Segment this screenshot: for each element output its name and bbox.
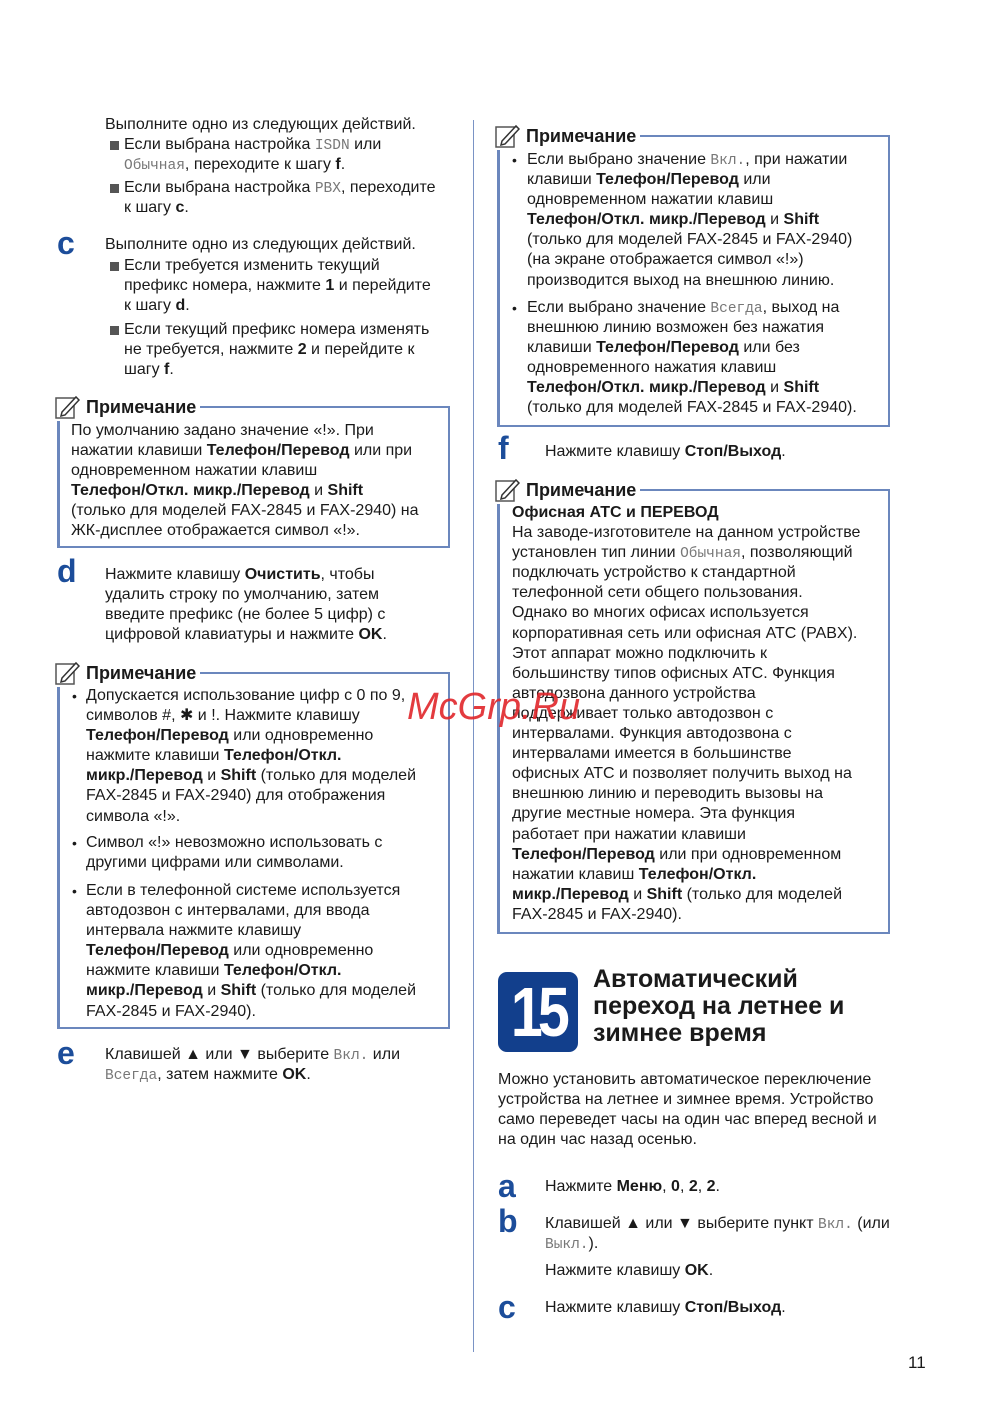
text: Выполните одно из следующих действий. [105, 236, 416, 253]
bold-text: Телефон/Перевод [596, 339, 739, 357]
text-line [86, 941, 416, 961]
step-b-text [545, 1214, 890, 1254]
text-line [71, 461, 419, 481]
bullet-square [110, 326, 119, 335]
text: Символ «!» невозможно использовать с [86, 834, 383, 851]
note-title: Примечание [86, 396, 197, 417]
step-c-text [105, 235, 416, 255]
text-line [124, 198, 436, 218]
text: одновременном нажатии клавиш [71, 462, 318, 480]
text: на один час назад осенью. [498, 1131, 697, 1149]
text-line [124, 340, 429, 360]
text: Если выбрано значение [527, 299, 711, 316]
note-2-bullet-2 [86, 833, 382, 873]
lcd-text: Всегда [710, 301, 763, 317]
text: клавиши [527, 339, 597, 357]
note-header [494, 122, 640, 150]
text: префикс номера, нажмите [124, 277, 326, 295]
text: Этот аппарат можно подключить к [512, 644, 768, 662]
bold-text: Телефон/Откл. [638, 865, 757, 883]
text: ЖК-дисплее отображается символ «!». [71, 522, 360, 540]
lcd-text: Вкл. [333, 1048, 369, 1064]
text: одновременного нажатия клавиш [527, 359, 777, 377]
text-line [512, 624, 860, 644]
text: к шагу [124, 297, 176, 315]
text: работает при нажатии клавиши [512, 825, 746, 843]
text: , [697, 1178, 707, 1195]
text-line [512, 825, 860, 845]
text: Нажмите клавишу [545, 1299, 685, 1316]
text-line [71, 521, 419, 541]
text: интервалами. Функция автодозвона с [512, 725, 792, 743]
text: Если требуется изменить текущий [124, 257, 380, 274]
text: установлен тип линии [512, 544, 681, 562]
text-line [71, 441, 419, 461]
note-3-bullet-1 [527, 150, 852, 291]
step-letter-f: f [498, 430, 509, 466]
text-line [512, 523, 860, 543]
bold-text: Shift [327, 482, 364, 500]
text-line [86, 833, 382, 853]
watermark: McGrp.Ru [407, 686, 581, 728]
text: , чтобы [320, 566, 375, 583]
text-line [86, 686, 416, 706]
note-header [54, 393, 200, 421]
text: и [765, 379, 784, 397]
text: или одновременно [228, 942, 374, 960]
text: (на экране отображается символ «!») [527, 251, 804, 269]
text-line [105, 625, 387, 645]
section-title-line: Автоматический [593, 965, 798, 993]
step-letter-a: a [498, 1168, 516, 1204]
lcd-text: Вкл. [818, 1217, 853, 1233]
text: или при [349, 442, 413, 460]
text: Клавишей ▲ или ▼ выберите [105, 1046, 334, 1063]
text-line [124, 155, 381, 175]
step-c-bullet-1 [124, 256, 431, 316]
text-line [86, 881, 416, 901]
lcd-text: ISDN [314, 138, 350, 154]
text-line [512, 905, 860, 925]
text-line [512, 583, 860, 603]
text-line [71, 481, 419, 501]
bold-text: 2 [706, 1178, 716, 1195]
bold-text: 1 [325, 277, 335, 295]
text-line [124, 296, 431, 316]
text: . [781, 443, 786, 460]
note-title: Примечание [526, 125, 637, 146]
text-line [512, 845, 860, 865]
bold-text: Телефон/Откл. [223, 747, 342, 765]
text-line [86, 807, 416, 827]
text: или одновременно [228, 727, 374, 745]
text: символа «!». [86, 807, 181, 825]
bold-text: Офисная АТС и ПЕРЕВОД [512, 504, 719, 521]
note-1-text [71, 421, 419, 542]
lcd-text: Обычная [680, 546, 741, 563]
bold-text: d [175, 297, 186, 315]
text-line [124, 178, 436, 198]
text-line [86, 901, 416, 921]
text-line [105, 605, 387, 625]
bold-text: Очистить [244, 566, 321, 583]
text: Если выбрано значение [527, 151, 711, 168]
note-3-bullet-2 [527, 298, 857, 419]
text-line [512, 885, 860, 905]
text-line [527, 298, 857, 318]
text-line [124, 320, 429, 340]
text-line [86, 981, 416, 1001]
note-2-bullet-3 [86, 881, 416, 1022]
text: (только для моделей [682, 885, 843, 903]
text-line [105, 1045, 400, 1065]
bold-text: Телефон/Перевод [512, 845, 655, 863]
text-line [527, 318, 857, 338]
note-pencil-icon [494, 123, 520, 149]
step-letter-c: c [57, 225, 75, 261]
text: . [382, 626, 387, 644]
bold-text: f [164, 361, 170, 379]
text: Нажмите клавишу [545, 443, 685, 460]
bold-text: Shift [783, 211, 820, 229]
step-c2-text [545, 1298, 786, 1318]
text: Выполните одно из следующих действий. [105, 116, 416, 133]
text-line [86, 726, 416, 746]
text-line [545, 1214, 890, 1234]
bullet-dot: • [72, 883, 77, 899]
section-title [593, 966, 844, 1047]
bold-text: Shift [646, 885, 683, 903]
bold-text: Стоп/Выход [684, 1299, 782, 1316]
text: или [349, 136, 382, 153]
text: Если выбрана настройка [124, 136, 315, 153]
text: и [309, 482, 328, 500]
bold-text: 2 [297, 341, 307, 359]
text: FAX-2845 и FAX-2940) для отображения [86, 787, 386, 805]
section-number: 15 [510, 973, 566, 1051]
text: На заводе-изготовителе на данном устройстве [512, 524, 861, 542]
text-line [512, 644, 860, 664]
lcd-text: Обычная [124, 158, 185, 175]
text: другими цифрами или символами. [86, 854, 344, 872]
text: шагу [124, 361, 165, 379]
bold-text: микр./Перевод [86, 982, 203, 1000]
step-letter-c-2: c [498, 1289, 516, 1325]
bullet-dot: • [72, 835, 77, 851]
bold-text: Телефон/Откл. микр./Перевод [527, 379, 766, 397]
section-title-line: зимнее время [593, 1019, 767, 1047]
note-pencil-icon [54, 660, 80, 686]
text-line [527, 398, 857, 418]
step-d-text [105, 565, 387, 645]
text-line [527, 170, 852, 190]
text: внешнюю линию возможен без нажатия [527, 319, 825, 337]
text-line [527, 378, 857, 398]
text-line [512, 563, 860, 583]
text: , [662, 1178, 672, 1195]
bold-text: 0 [671, 1178, 680, 1195]
note-pencil-icon [54, 394, 80, 420]
text: автодозвона данного устройства [512, 684, 756, 702]
text-line [124, 135, 381, 155]
text-line [512, 603, 860, 623]
text-line [124, 256, 431, 276]
lcd-text: Выкл. [545, 1237, 589, 1254]
intro-bullet-2 [124, 178, 436, 218]
text: . [185, 297, 190, 315]
text: производится выход на внешнюю линию. [527, 271, 835, 289]
text: нажмите клавиши [86, 962, 224, 980]
lcd-text: Вкл. [710, 153, 746, 169]
text-line [105, 115, 416, 135]
note-title: Примечание [526, 479, 637, 500]
text-line [498, 1130, 877, 1150]
text: FAX-2845 и FAX-2940). [86, 1002, 256, 1020]
bold-text: Телефон/Перевод [86, 727, 229, 745]
step-a-text [545, 1177, 720, 1197]
text: удалить строку по умолчанию, затем [105, 586, 380, 604]
text: . [306, 1066, 311, 1084]
step-c-bullet-2 [124, 320, 429, 380]
text-line [512, 664, 860, 684]
text: поддерживает только автодозвон с [512, 704, 774, 722]
bold-text: микр./Перевод [86, 767, 203, 785]
note-header [494, 476, 640, 504]
lcd-text: PBX [314, 181, 341, 197]
text-line [124, 360, 429, 380]
text-line [512, 804, 860, 824]
note-pencil-icon [494, 477, 520, 503]
text: , при нажатии [745, 151, 848, 168]
text: подключать устройство к стандартной [512, 564, 796, 582]
bullet-dot: • [512, 300, 517, 316]
text: , переходите к шагу [184, 156, 336, 174]
lcd-text: Всегда [105, 1068, 158, 1085]
intro-text [105, 115, 416, 135]
text: цифровой клавиатуры и нажмите [105, 626, 359, 644]
text: Однако во многих офисах используется [512, 604, 809, 622]
text: автодозвон с интервалами, для ввода [86, 902, 370, 920]
text: большинству типов офисных АТС. Функция [512, 664, 835, 682]
bold-text: OK [282, 1066, 307, 1084]
text-line [527, 210, 852, 230]
column-divider [473, 120, 474, 1352]
text: или [368, 1046, 401, 1063]
text: нажатии клавиши [71, 442, 207, 460]
text: и перейдите [334, 277, 431, 295]
text: Допускается использование цифр с 0 по 9, [86, 687, 406, 704]
text: само переведет часы на один час вперед весной и [498, 1111, 877, 1129]
text-line [527, 358, 857, 378]
text: (только для моделей FAX-2845 и FAX-2940) [527, 231, 853, 249]
text: Можно установить автоматическое переключение [498, 1071, 872, 1088]
text: к шагу [124, 199, 176, 217]
step-b-text-2 [545, 1261, 713, 1281]
text: введите префикс (не более 5 цифр) с [105, 606, 386, 624]
text: (только для моделей FAX-2845 и FAX-2940). [527, 399, 857, 417]
bullet-square [110, 262, 119, 271]
bold-text: Shift [783, 379, 820, 397]
text: (только для моделей FAX-2845 и FAX-2940) на [71, 502, 419, 520]
bold-text: микр./Перевод [512, 885, 629, 903]
step-e-text [105, 1045, 400, 1085]
text: . [169, 361, 174, 379]
text-line [545, 1261, 713, 1281]
note-2-bullet-1 [86, 686, 416, 827]
section-intro [498, 1070, 877, 1150]
text: одновременном нажатии клавиш [527, 191, 774, 209]
bullet-dot: • [72, 688, 77, 704]
text-line [527, 190, 852, 210]
text-line [105, 585, 387, 605]
text-line [512, 744, 860, 764]
bullet-dot: • [512, 152, 517, 168]
text: или [738, 171, 771, 189]
bold-text: 2 [688, 1178, 698, 1195]
text: внешнюю линию и переводить вызовы на [512, 785, 824, 803]
text: и [202, 982, 221, 1000]
intro-bullet-1 [124, 135, 381, 175]
text: нажмите клавиши [86, 747, 224, 765]
text: корпоративная сеть или офисная АТС (PABX). [512, 624, 858, 642]
text-line [527, 150, 852, 170]
text: и [628, 885, 647, 903]
text: телефонной сети общего пользования. [512, 584, 803, 602]
text: интервалами имеется в большинстве [512, 745, 792, 763]
bold-text: Стоп/Выход [684, 443, 782, 460]
text: символов #, ✱ и !. Нажмите клавишу [86, 707, 360, 725]
text-line [86, 746, 416, 766]
text-line [527, 271, 852, 291]
section-number-badge [498, 972, 578, 1052]
text: Нажмите клавишу [105, 566, 245, 583]
text: нажатии клавиш [512, 865, 639, 883]
text-line [545, 1234, 890, 1254]
text: офисных АТС и позволяет получить выход на [512, 765, 852, 783]
text-line [498, 1070, 877, 1090]
text-line [527, 250, 852, 270]
text-line [512, 865, 860, 885]
text: , позволяющий [740, 544, 853, 562]
bold-text: Телефон/Перевод [596, 171, 739, 189]
text: не требуется, нажмите [124, 341, 298, 359]
text-line [105, 235, 416, 255]
text: . [715, 1178, 720, 1195]
text-line [86, 786, 416, 806]
text-line [86, 961, 416, 981]
text-line [86, 921, 416, 941]
text: или без [738, 339, 800, 357]
text: (или [852, 1215, 890, 1232]
text-line [512, 543, 860, 563]
text-line [86, 1002, 416, 1022]
bold-text: Телефон/Откл. микр./Перевод [527, 211, 766, 229]
text: . [708, 1262, 714, 1279]
text: Клавишей ▲ или ▼ выберите пункт [545, 1215, 818, 1232]
bold-text: OK [684, 1262, 709, 1279]
text: FAX-2845 и FAX-2940). [512, 905, 682, 923]
text-line [498, 1110, 877, 1130]
text-line [527, 338, 857, 358]
text-line [512, 503, 860, 523]
page-number: 11 [908, 1353, 926, 1372]
text-line [545, 442, 786, 462]
text: . [781, 1299, 786, 1316]
bold-text: OK [358, 626, 383, 644]
bold-text: Телефон/Откл. [223, 962, 342, 980]
text: . [340, 156, 346, 174]
text-line [545, 1298, 786, 1318]
bold-text: Телефон/Перевод [206, 442, 350, 460]
text: Если выбрана настройка [124, 179, 315, 196]
step-letter-d: d [57, 553, 77, 589]
text: (только для моделей [256, 767, 417, 785]
text: и перейдите к [306, 341, 415, 359]
text: . [184, 199, 189, 217]
text-line [545, 1177, 720, 1197]
text-line [71, 501, 419, 521]
text-line [527, 230, 852, 250]
text: , [679, 1178, 689, 1195]
step-letter-b: b [498, 1203, 518, 1239]
text: , выход на [762, 299, 840, 316]
text: , затем нажмите [157, 1066, 283, 1084]
text: , переходите [340, 179, 436, 196]
bold-text: Shift [220, 767, 257, 785]
bold-text: Shift [220, 982, 257, 1000]
text-line [512, 784, 860, 804]
note-header [54, 659, 200, 687]
text: другие местные номера. Эта функция [512, 805, 795, 823]
text-line [86, 706, 416, 726]
bold-text: Телефон/Перевод [86, 942, 229, 960]
bold-text: Меню [616, 1178, 663, 1195]
text: По умолчанию задано значение «!». При [71, 422, 374, 439]
bullet-square [110, 141, 119, 150]
text-line [86, 853, 382, 873]
text: Нажмите [545, 1178, 617, 1195]
text-line [86, 766, 416, 786]
text: интервала нажмите клавишу [86, 922, 302, 940]
text-line [105, 1065, 400, 1085]
text: (только для моделей [256, 982, 417, 1000]
bold-text: c [175, 199, 185, 217]
text-line [105, 565, 387, 585]
text: Если в телефонной системе используется [86, 882, 401, 899]
text-line [498, 1090, 877, 1110]
text: устройства на летнее и зимнее время. Устройство [498, 1091, 874, 1109]
text: и [765, 211, 784, 229]
text-line [512, 764, 860, 784]
step-letter-e: e [57, 1035, 75, 1071]
section-title-line: переход на летнее и [593, 992, 845, 1020]
note-title: Примечание [86, 662, 197, 683]
text-line [124, 276, 431, 296]
text: Если текущий префикс номера изменять [124, 321, 430, 338]
text: и [202, 767, 221, 785]
bold-text: f [335, 156, 341, 174]
bold-text: Телефон/Откл. микр./Перевод [71, 482, 310, 500]
text: Нажмите клавишу [545, 1262, 685, 1279]
step-f-text [545, 442, 786, 462]
bullet-square [110, 184, 119, 193]
text: ). [588, 1235, 599, 1253]
text: клавиши [527, 171, 597, 189]
text: или при одновременном [654, 845, 842, 863]
text-line [71, 421, 419, 441]
